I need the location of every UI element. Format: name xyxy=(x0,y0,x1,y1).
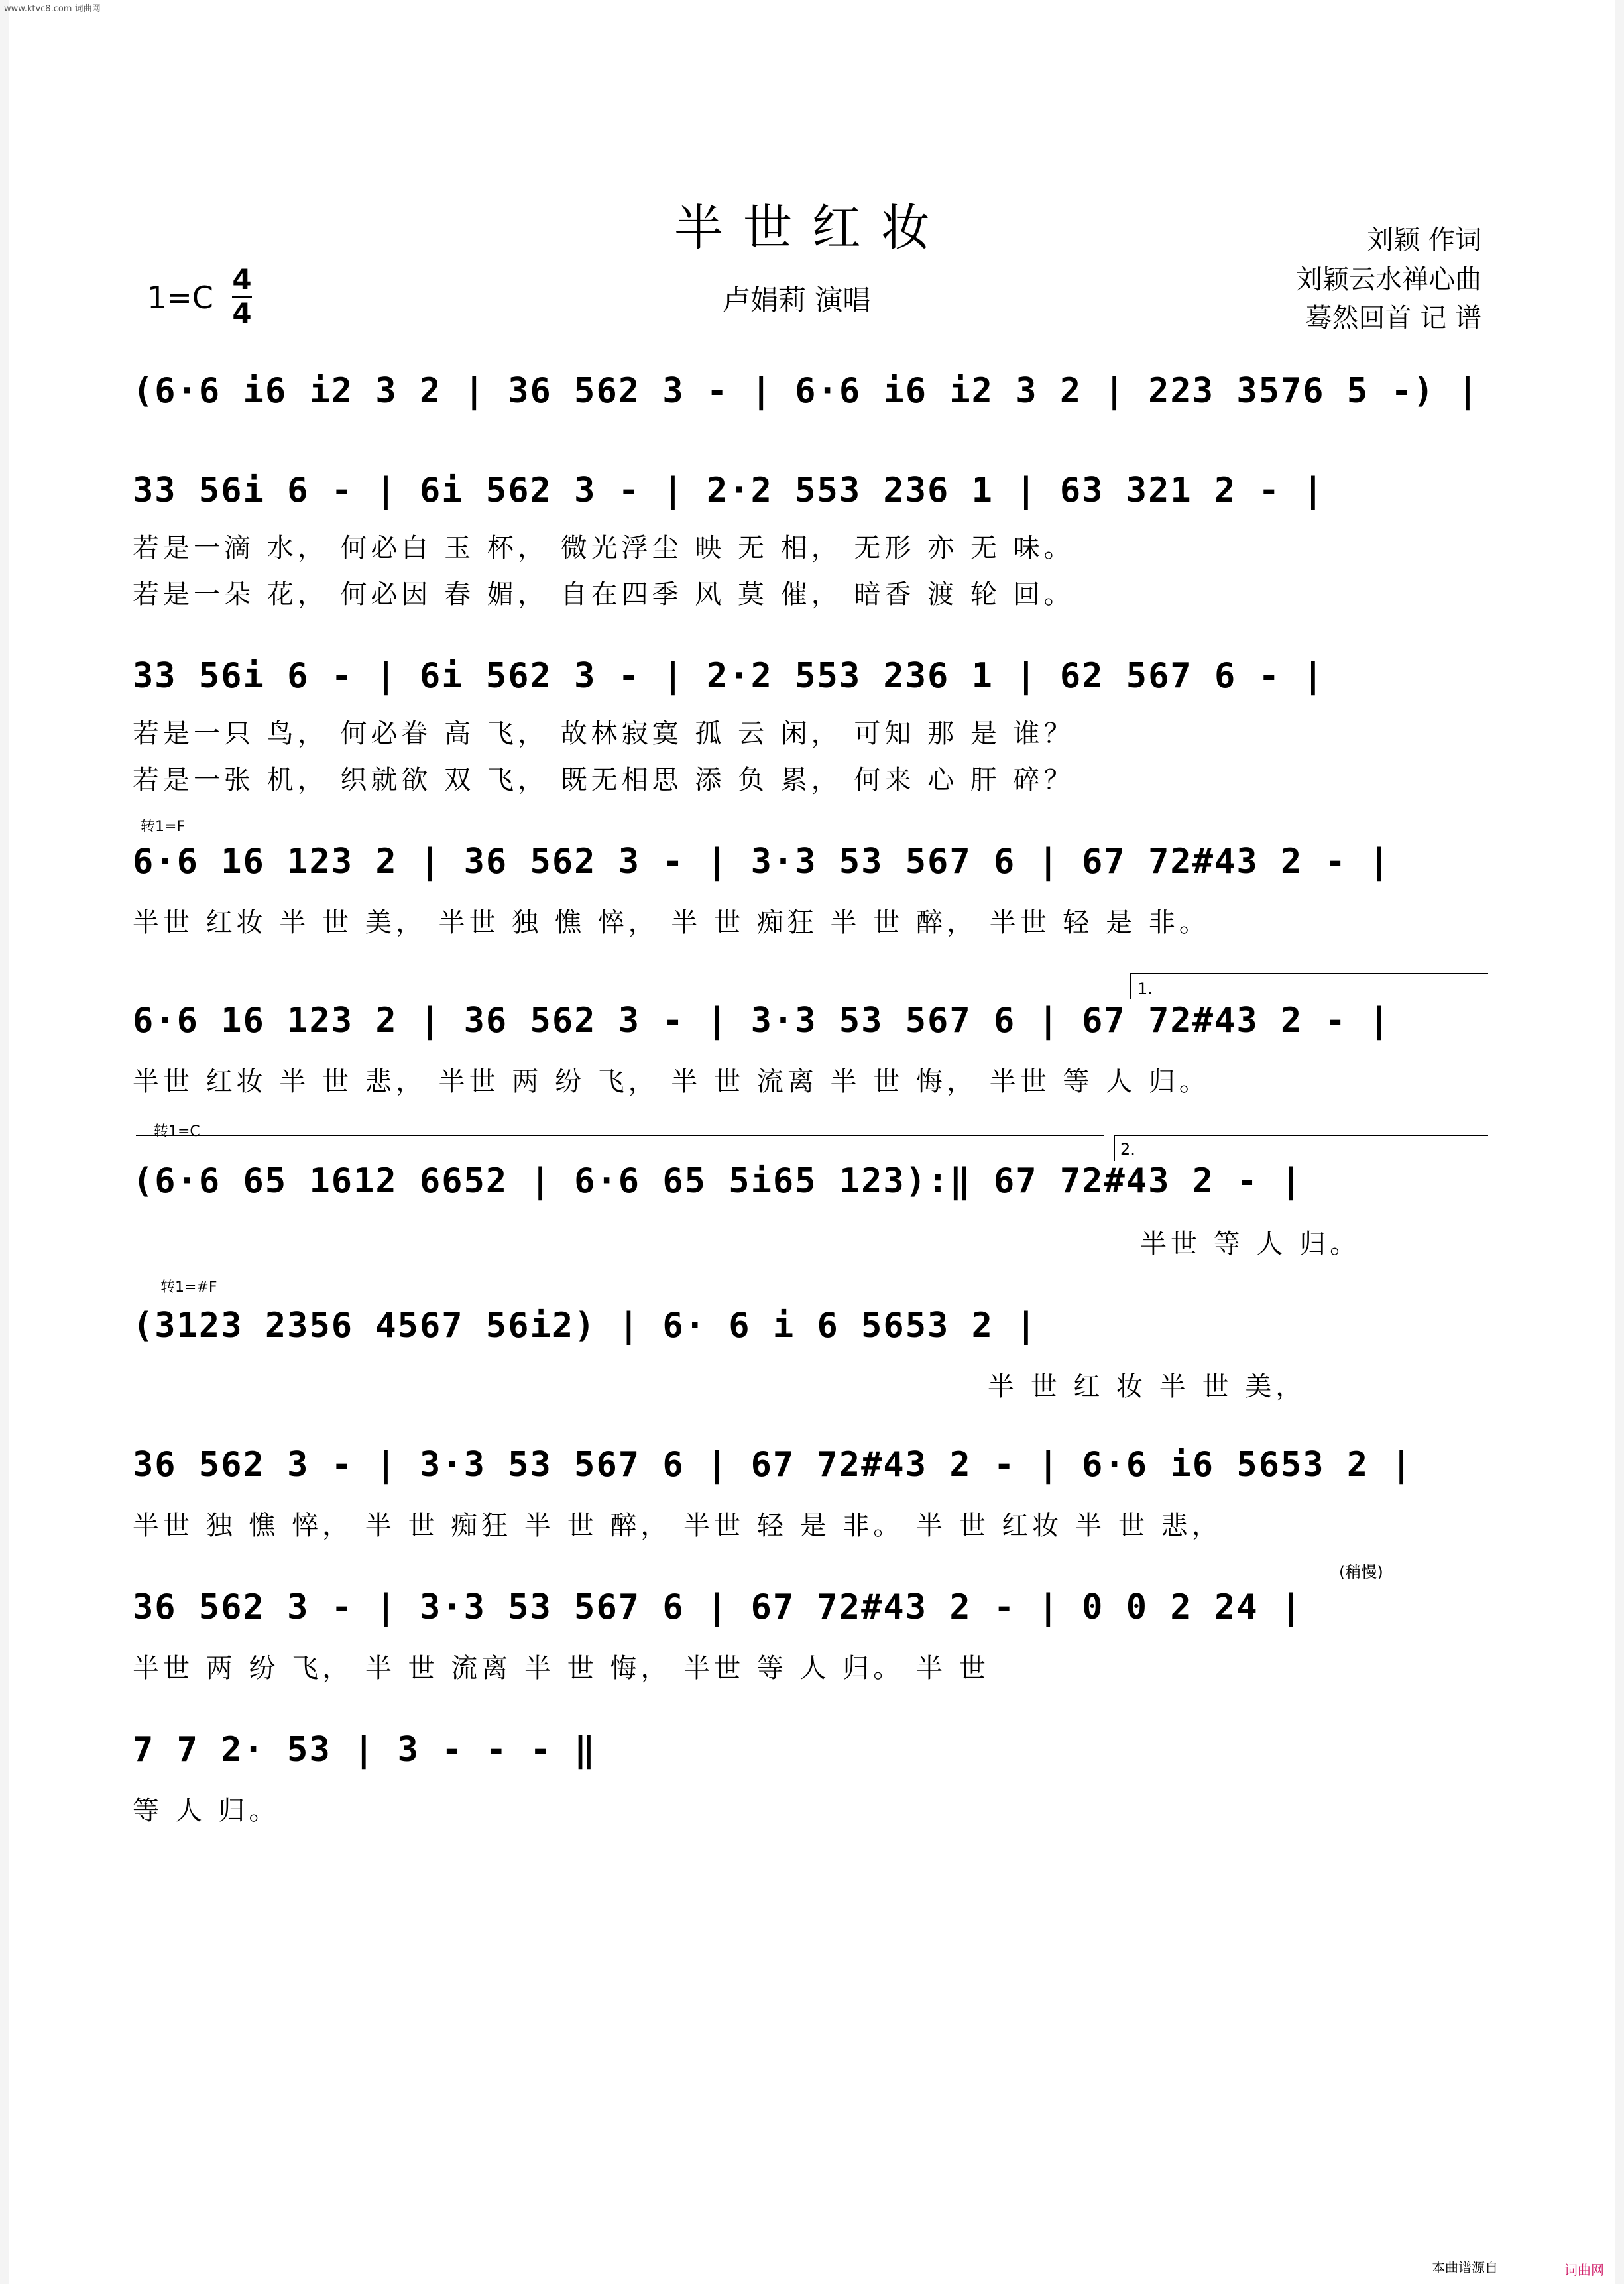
lyric-line-3b: 若是一张 机， 织就欲 双 飞， 既无相思 添 负 累， 何来 心 肝 碎？ xyxy=(133,765,1074,795)
transcriber-credit: 蓦然回首 记 谱 xyxy=(1305,303,1481,333)
score-line-8: 36 562 3 - | 3·3 53 567 6 | 67 72#43 2 - | 6·6 i6 5653 2 | xyxy=(133,1445,1413,1485)
lyric-line-5: 半世 红妆 半 世 悲， 半世 两 纷 飞， 半 世 流离 半 世 悔， 半世 等 人 归。 xyxy=(133,1066,1210,1097)
time-signature xyxy=(232,264,252,329)
lyric-line-4: 半世 红妆 半 世 美， 半世 独 憔 悴， 半 世 痴狂 半 世 醉， 半世 轻 是 非。 xyxy=(133,907,1210,938)
time-signature-bottom: 4 xyxy=(232,297,252,329)
lyric-line-7: 半 世 红 妆 半 世 美， xyxy=(988,1371,1306,1402)
composer-credit: 刘颖云水禅心曲 xyxy=(1296,264,1481,295)
score-line-6: (6·6 65 1612 6652 | 6·6 65 5i65 123):‖ 67 72#43 2 - | xyxy=(133,1161,1303,1201)
lyric-line-2a: 若是一滴 水， 何必白 玉 杯， 微光浮尘 映 无 相， 无形 亦 无 味。 xyxy=(133,533,1074,563)
score-line-7: (3123 2356 4567 56i2) | 6· 6 i 6 5653 2 | xyxy=(133,1306,1038,1345)
repeat-bracket xyxy=(136,1135,1104,1136)
volta-2-label: 2. xyxy=(1120,1140,1135,1159)
time-signature-top: 4 xyxy=(232,263,252,296)
key-signature: 1=C xyxy=(147,280,213,315)
left-margin-strip xyxy=(0,0,9,2284)
lyric-line-2b: 若是一朵 花， 何必因 春 媚， 自在四季 风 莫 催， 暗香 渡 轮 回。 xyxy=(133,579,1074,610)
modulation-mark-3: 转1=#F xyxy=(160,1279,217,1296)
volta-1-bracket xyxy=(1130,973,1488,974)
lyric-line-10: 等 人 归。 xyxy=(133,1796,280,1826)
lyricist-credit: 刘颖 作词 xyxy=(1367,225,1481,255)
tempo-note: (稍慢) xyxy=(1339,1563,1383,1581)
lyric-line-8: 半世 独 憔 悴， 半 世 痴狂 半 世 醉， 半世 轻 是 非。 半 世 红妆 半 世 悲， xyxy=(133,1511,1222,1541)
score-line-3: 33 56i 6 - | 6i 562 3 - | 2·2 553 236 1 | 62 567 6 - | xyxy=(133,656,1325,696)
volta-1-tick xyxy=(1130,973,1131,999)
score-line-2: 33 56i 6 - | 6i 562 3 - | 2·2 553 236 1 | 63 321 2 - | xyxy=(133,471,1325,510)
lyric-line-3a: 若是一只 鸟， 何必眷 高 飞， 故林寂寞 孤 云 闲， 可知 那 是 谁？ xyxy=(133,718,1074,749)
song-title: 半世红妆 xyxy=(674,200,950,257)
score-line-4: 6·6 16 123 2 | 36 562 3 - | 3·3 53 567 6 | 67 72#43 2 - | xyxy=(133,842,1391,882)
singer-credit: 卢娟莉 演唱 xyxy=(723,284,871,316)
lyric-line-9: 半世 两 纷 飞， 半 世 流离 半 世 悔， 半世 等 人 归。 半 世 xyxy=(133,1653,990,1684)
site-name[interactable]: 词曲网 xyxy=(1564,2262,1604,2278)
score-line-9: 36 562 3 - | 3·3 53 567 6 | 67 72#43 2 - | 0 0 2 24 | xyxy=(133,1587,1303,1627)
volta-2-bracket xyxy=(1114,1135,1488,1136)
source-label: 本曲谱源自 xyxy=(1432,2259,1498,2275)
modulation-mark-2: 转1=C xyxy=(154,1123,200,1140)
modulation-mark-1: 转1=F xyxy=(141,819,186,835)
score-line-10: 7 7 2· 53 | 3 - - - ‖ xyxy=(133,1730,597,1770)
volta-2-tick xyxy=(1114,1135,1115,1161)
score-line-5: 6·6 16 123 2 | 36 562 3 - | 3·3 53 567 6 | 67 72#43 2 - | xyxy=(133,1001,1391,1041)
score-line-1: (6·6 i6 i2 3 2 | 36 562 3 - | 6·6 i6 i2 3 2 | 223 3576 5 -) | xyxy=(133,371,1479,411)
lyric-line-6: 半世 等 人 归。 xyxy=(1140,1229,1361,1259)
right-margin-strip xyxy=(1615,0,1624,2284)
volta-1-label: 1. xyxy=(1137,980,1153,998)
site-url: www.ktvc8.com 词曲网 xyxy=(4,4,101,14)
